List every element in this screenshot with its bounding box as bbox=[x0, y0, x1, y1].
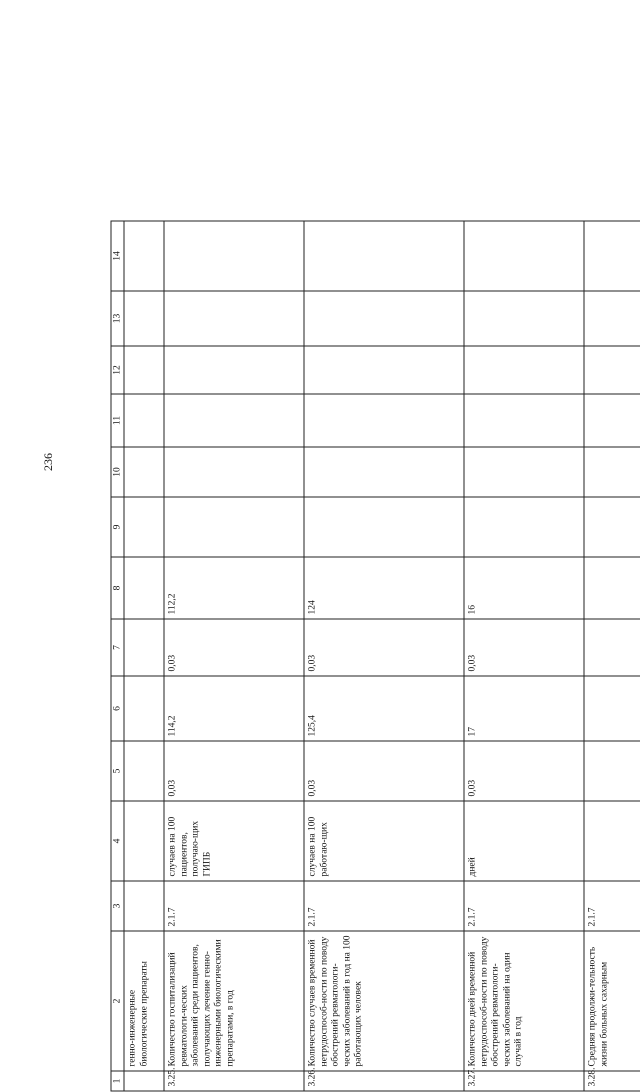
table-cell-col10 bbox=[304, 447, 464, 497]
header-cell: 12 bbox=[111, 346, 124, 394]
table-cell-col10 bbox=[584, 447, 640, 497]
header-cell: 8 bbox=[111, 557, 124, 619]
table-cell-col11 bbox=[124, 394, 164, 447]
header-cell: 7 bbox=[111, 619, 124, 676]
header-cell: 5 bbox=[111, 741, 124, 801]
table-cell-col5 bbox=[584, 741, 640, 801]
table-cell-col5: 0,03 bbox=[464, 741, 584, 801]
table-cell-col8: 16 bbox=[464, 557, 584, 619]
table-cell-col14 bbox=[124, 221, 164, 291]
table-cell-col1 bbox=[124, 1071, 164, 1091]
table-cell-col6: 17 bbox=[464, 676, 584, 741]
table-cell-col3: 2.1.7 bbox=[304, 881, 464, 931]
table-header-row bbox=[111, 221, 124, 1091]
table-cell-col1: 3.25. bbox=[164, 1071, 304, 1091]
header-cell: 13 bbox=[111, 291, 124, 346]
table-cell-col11 bbox=[584, 394, 640, 447]
table-cell-col5: 0,03 bbox=[304, 741, 464, 801]
header-cell: 2 bbox=[111, 931, 124, 1071]
table-cell-col13 bbox=[304, 291, 464, 346]
header-cell: 11 bbox=[111, 394, 124, 447]
table-cell-col13 bbox=[164, 291, 304, 346]
header-cell: 9 bbox=[111, 497, 124, 557]
table-cell-col2: Количество дней временной нетрудоспособ-ности по поводу обострений ревматологи-ческих заболеваний на один случай в год bbox=[464, 931, 584, 1071]
table-cell-col7: 0,03 bbox=[304, 619, 464, 676]
table-cell-col6 bbox=[124, 676, 164, 741]
table-cell-col9 bbox=[584, 497, 640, 557]
table-cell-col2: Количество случаев временной нетрудоспособ-ности по поводу обострений ревматологи-ческих заболеваний в год на 100 работающих человек bbox=[304, 931, 464, 1071]
table-cell-col14 bbox=[304, 221, 464, 291]
table-cell-col3: 2.1.7 bbox=[464, 881, 584, 931]
header-cell: 3 bbox=[111, 881, 124, 931]
table-cell-col4: случаев на 100 работаю-щих bbox=[304, 801, 464, 881]
table-cell-col1: 3.26. bbox=[304, 1071, 464, 1091]
table-cell-col7 bbox=[584, 619, 640, 676]
rotated-table-container bbox=[111, 222, 608, 1092]
page-number: 236 bbox=[38, 452, 58, 472]
table-cell-col7: 0,03 bbox=[464, 619, 584, 676]
table-cell-col3 bbox=[124, 881, 164, 931]
table-cell-col12 bbox=[304, 346, 464, 394]
table-cell-col6: 114,2 bbox=[164, 676, 304, 741]
table-row bbox=[124, 221, 164, 1091]
table-cell-col9 bbox=[164, 497, 304, 557]
header-cell: 1 bbox=[111, 1071, 124, 1091]
table-cell-col4 bbox=[584, 801, 640, 881]
table-cell-col3: 2.1.7 bbox=[584, 881, 640, 931]
table-cell-col8: 112,2 bbox=[164, 557, 304, 619]
table-cell-col10 bbox=[164, 447, 304, 497]
table-cell-col10 bbox=[124, 447, 164, 497]
table-cell-col5 bbox=[124, 741, 164, 801]
table-cell-col2: генно-инженерные биологические препараты bbox=[124, 931, 164, 1071]
table-cell-col13 bbox=[464, 291, 584, 346]
table-cell-col6 bbox=[584, 676, 640, 741]
table-cell-col9 bbox=[464, 497, 584, 557]
header-cell: 10 bbox=[111, 447, 124, 497]
header-cell: 14 bbox=[111, 221, 124, 291]
table-cell-col14 bbox=[164, 221, 304, 291]
table-cell-col7: 0,03 bbox=[164, 619, 304, 676]
table-cell-col14 bbox=[584, 221, 640, 291]
table-cell-col12 bbox=[584, 346, 640, 394]
table-cell-col4: случаев на 100 пациентов, получаю-щих ГИПБ bbox=[164, 801, 304, 881]
table-cell-col6: 125,4 bbox=[304, 676, 464, 741]
table-cell-col4 bbox=[124, 801, 164, 881]
header-cell: 4 bbox=[111, 801, 124, 881]
table-cell-col8: 124 bbox=[304, 557, 464, 619]
table-cell-col11 bbox=[464, 394, 584, 447]
table-cell-col4: дней bbox=[464, 801, 584, 881]
table-cell-col12 bbox=[164, 346, 304, 394]
table-cell-col3: 2.1.7 bbox=[164, 881, 304, 931]
table-cell-col9 bbox=[124, 497, 164, 557]
table-cell-col1: 3.27. bbox=[464, 1071, 584, 1091]
table-cell-col8 bbox=[584, 557, 640, 619]
table-cell-col9 bbox=[304, 497, 464, 557]
table-cell-col12 bbox=[464, 346, 584, 394]
table-cell-col12 bbox=[124, 346, 164, 394]
table-cell-col11 bbox=[164, 394, 304, 447]
table-cell-col14 bbox=[464, 221, 584, 291]
table-cell-col5: 0,03 bbox=[164, 741, 304, 801]
table-cell-col2: Количество госпитализаций ревматологи-ческих заболеваний среди пациентов, получающих лечение генно-инженерными биологическими препаратами, в год bbox=[164, 931, 304, 1071]
table-row bbox=[584, 221, 640, 1091]
table-cell-col13 bbox=[584, 291, 640, 346]
indicators-table bbox=[111, 221, 640, 1092]
table-row bbox=[464, 221, 584, 1091]
table-cell-col7 bbox=[124, 619, 164, 676]
table-cell-col10 bbox=[464, 447, 584, 497]
table-cell-col13 bbox=[124, 291, 164, 346]
table-cell-col1: 3.28. bbox=[584, 1071, 640, 1091]
table-row bbox=[164, 221, 304, 1091]
table-cell-col11 bbox=[304, 394, 464, 447]
header-cell: 6 bbox=[111, 676, 124, 741]
table-row bbox=[304, 221, 464, 1091]
table-cell-col2: Средняя продолжи-тельность жизни больных сахарным bbox=[584, 931, 640, 1071]
table-cell-col8 bbox=[124, 557, 164, 619]
